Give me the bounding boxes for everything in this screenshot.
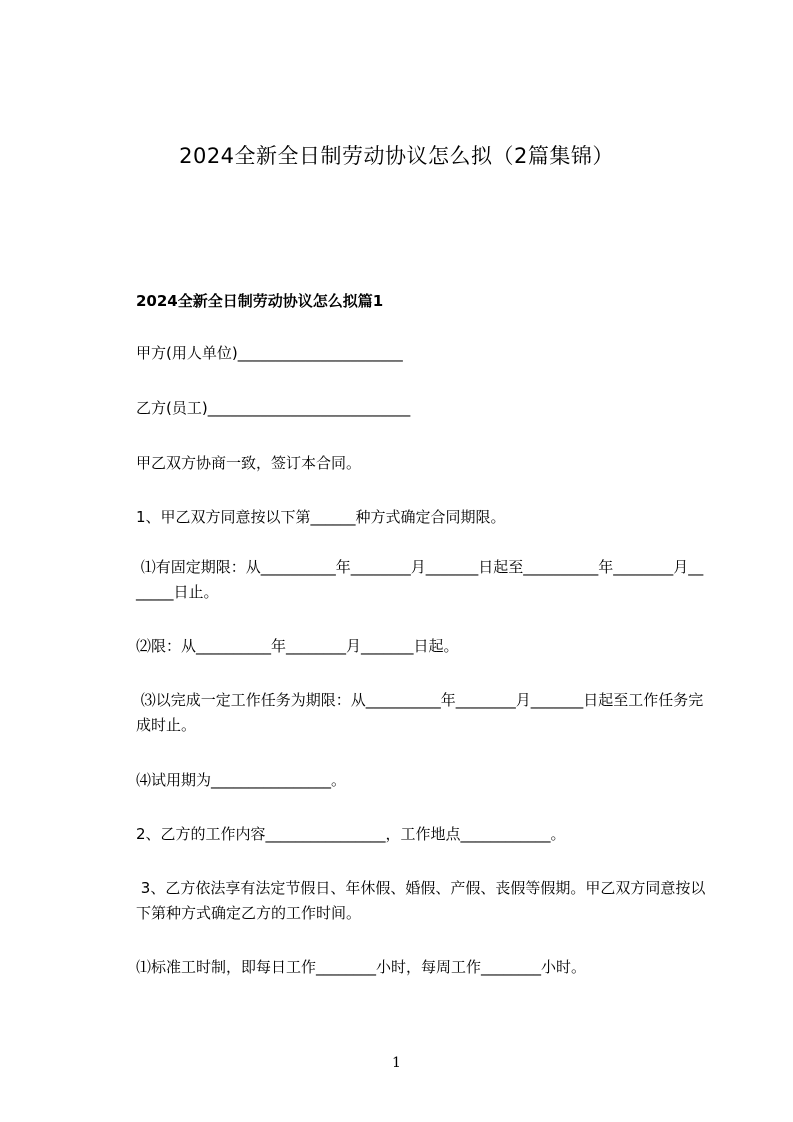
agreement-statement: 甲乙双方协商一致，签订本合同。 (136, 454, 362, 472)
clause-1-option-3: ⑶以完成一定工作任务为期限：从__________年________月_______日起至工作任务完成时止。 (136, 691, 704, 734)
page-number: 1 (392, 1055, 401, 1071)
section-heading: 2024全新全日制劳动协议怎么拟篇1 (136, 292, 384, 310)
clause-1-option-1: ⑴有固定期限：从__________年________月_______日起至__________年________月_______日止。 (136, 558, 704, 601)
clause-1-option-2: ⑵限：从__________年________月_______日起。 (136, 637, 459, 655)
clause-1: 1、甲乙双方同意按以下第______种方式确定合同期限。 (136, 508, 506, 526)
probation-period: ⑷试用期为________________。 (136, 771, 347, 789)
document-title: 2024全新全日制劳动协议怎么拟（2篇集锦） (179, 144, 614, 168)
clause-3: 3、乙方依法享有法定节假日、年休假、婚假、产假、丧假等假期。甲乙双方同意按以下第种方式确定乙方的工作时间。 (136, 879, 706, 922)
clause-2: 2、乙方的工作内容________________，工作地点____________。 (136, 825, 566, 843)
clause-3-option-1: ⑴标准工时制，即每日工作________小时，每周工作________小时。 (136, 958, 587, 976)
party-a-line: 甲方(用人单位)______________________ (136, 344, 403, 362)
party-b-line: 乙方(员工)___________________________ (136, 399, 411, 417)
